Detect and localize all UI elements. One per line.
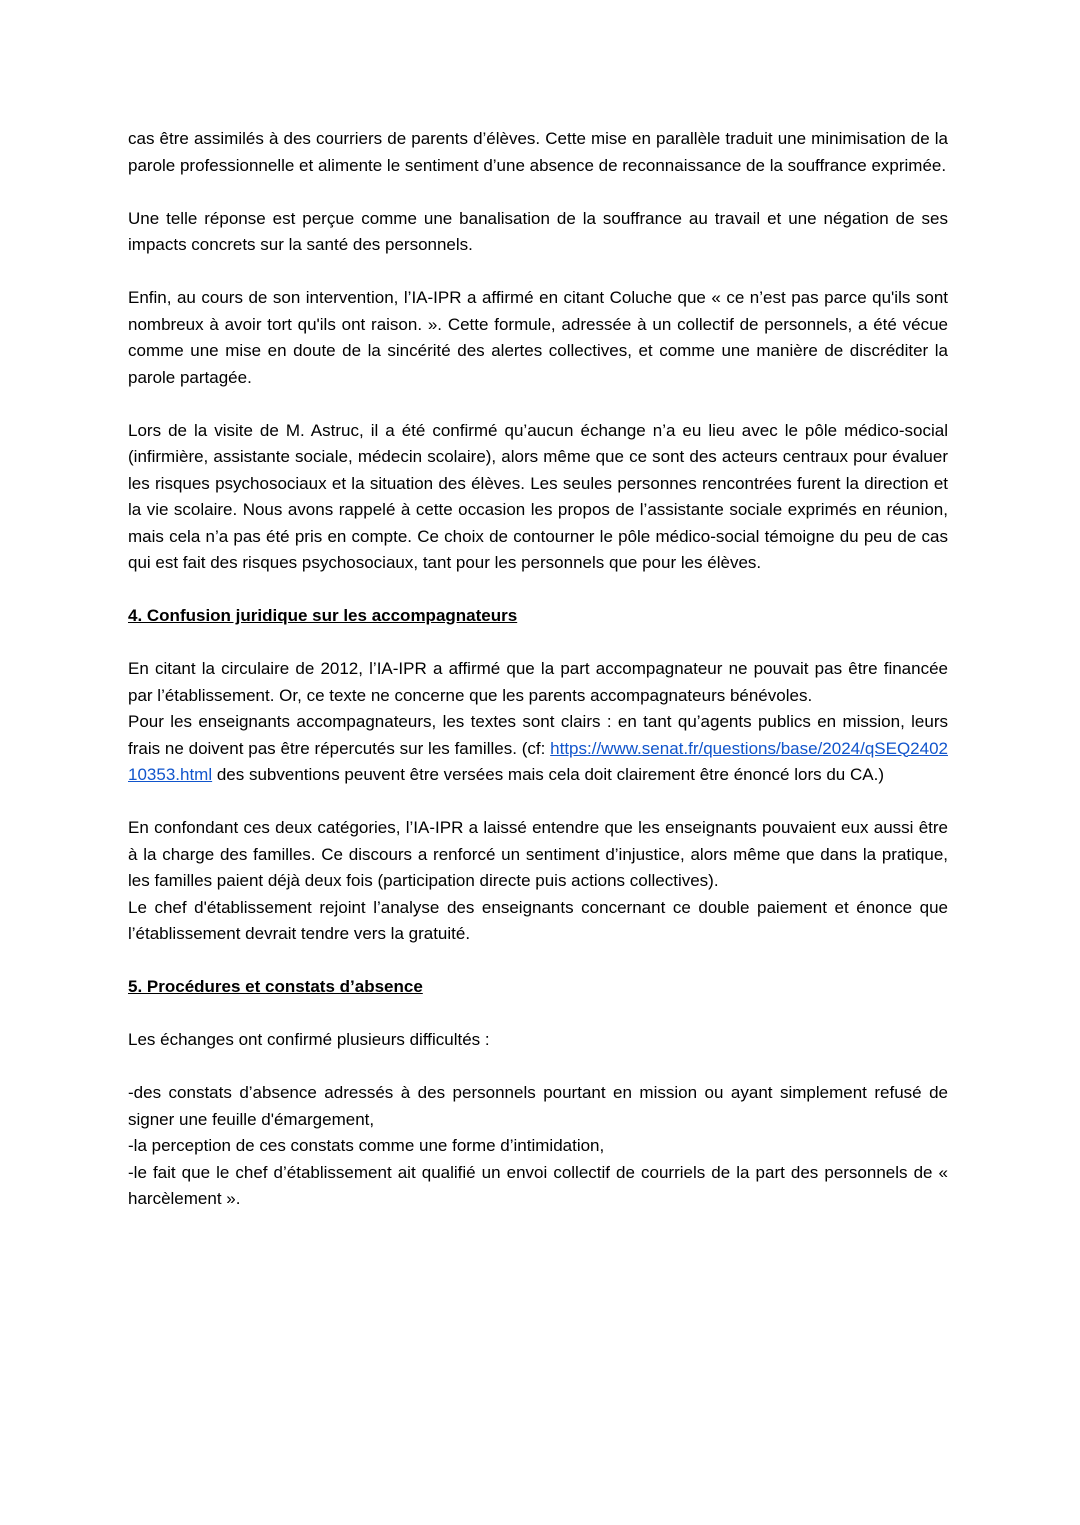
paragraph-confusion-categories-text: En confondant ces deux catégories, l’IA-IPR a laissé entendre que les enseignants pouvaient eux aussi être à la charge des familles. Ce discours a renforcé un sentiment d’injustice, alors même que dans la pratique, les familles paient déjà deux fois (participation directe puis actions collectives). (128, 818, 948, 890)
paragraph-courriers-parents: cas être assimilés à des courriers de parents d’élèves. Cette mise en parallèle traduit une minimisation de la parole professionnelle et alimente le sentiment d’une absence de reconnaissance de la souffrance exprimée. (128, 129, 948, 175)
list-item-constats-absence: -des constats d’absence adressés à des personnels pourtant en mission ou ayant simplement refusé de signer une feuille d'émargement, (128, 1083, 948, 1129)
paragraph-text-after-link: des subventions peuvent être versées mais cela doit clairement être énoncé lors du CA.) (212, 765, 884, 784)
list-item-intimidation: -la perception de ces constats comme une forme d’intimidation, (128, 1136, 605, 1155)
list-difficultes (128, 1080, 948, 1213)
paragraph-chef-etablissement: Le chef d'établissement rejoint l’analyse des enseignants concernant ce double paiement et énonce que l’établissement devrait tendre vers la gratuité. (128, 897, 948, 943)
list-item-harcelement: -le fait que le chef d’établissement ait qualifié un envoi collectif de courriels de la part des personnels de « harcèlement ». (128, 1162, 948, 1208)
paragraph-visite-astruc: Lors de la visite de M. Astruc, il a été confirmé qu’aucun échange n’a eu lieu avec le pôle médico-social (infirmière, assistante sociale, médecin scolaire), alors même que ce sont des acteurs centraux pour évaluer les risques psychosociaux et la situation des élèves. Les seules personnes rencontrées furent la direction et la vie scolaire. Nous avons rappelé à cette occasion les propos de l’assistante sociale exprimés en réunion, mais cela n’a pas été pris en compte. Ce choix de contourner le pôle médico-social témoigne du peu de cas qui est fait des risques psychosociaux, tant pour les personnels que pour les élèves. (128, 420, 948, 572)
paragraph-coluche-citation: Enfin, au cours de son intervention, l’IA-IPR a affirmé en citant Coluche que « ce n’est pas parce qu'ils sont nombreux à avoir tort qu'ils ont raison. ». Cette formule, adressée à un collectif de personnels, a été vécue comme une mise en doute de la sincérité des alertes collectives, et comme une manière de discréditer la parole partagée. (128, 288, 948, 387)
section-heading-4: 4. Confusion juridique sur les accompagnateurs (128, 606, 518, 625)
paragraph-banalisation: Une telle réponse est perçue comme une banalisation de la souffrance au travail et une négation de ses impacts concrets sur la santé des personnels. (128, 208, 948, 254)
paragraph-text-before-link: Pour les enseignants accompagnateurs, les textes sont clairs : en tant qu’agents publics en mission, leurs frais ne doivent pas être répercutés sur les familles. (cf: (128, 712, 948, 758)
paragraph-circulaire-2012 (128, 656, 948, 789)
paragraph-enseignants-accompagnateurs (128, 709, 948, 789)
senat-link[interactable]: https://www.senat.fr/questions/base/2024/qSEQ240210353.html (128, 738, 948, 784)
paragraph-echanges-intro: Les échanges ont confirmé plusieurs difficultés : (128, 1030, 490, 1049)
section-heading-5: 5. Procédures et constats d’absence (128, 977, 423, 996)
paragraph-confusion-categories (128, 815, 948, 948)
paragraph-circulaire-2012-text: En citant la circulaire de 2012, l’IA-IPR a affirmé que la part accompagnateur ne pouvait pas être financée par l’établissement. Or, ce texte ne concerne que les parents accompagnateurs bénévoles. (128, 659, 948, 705)
